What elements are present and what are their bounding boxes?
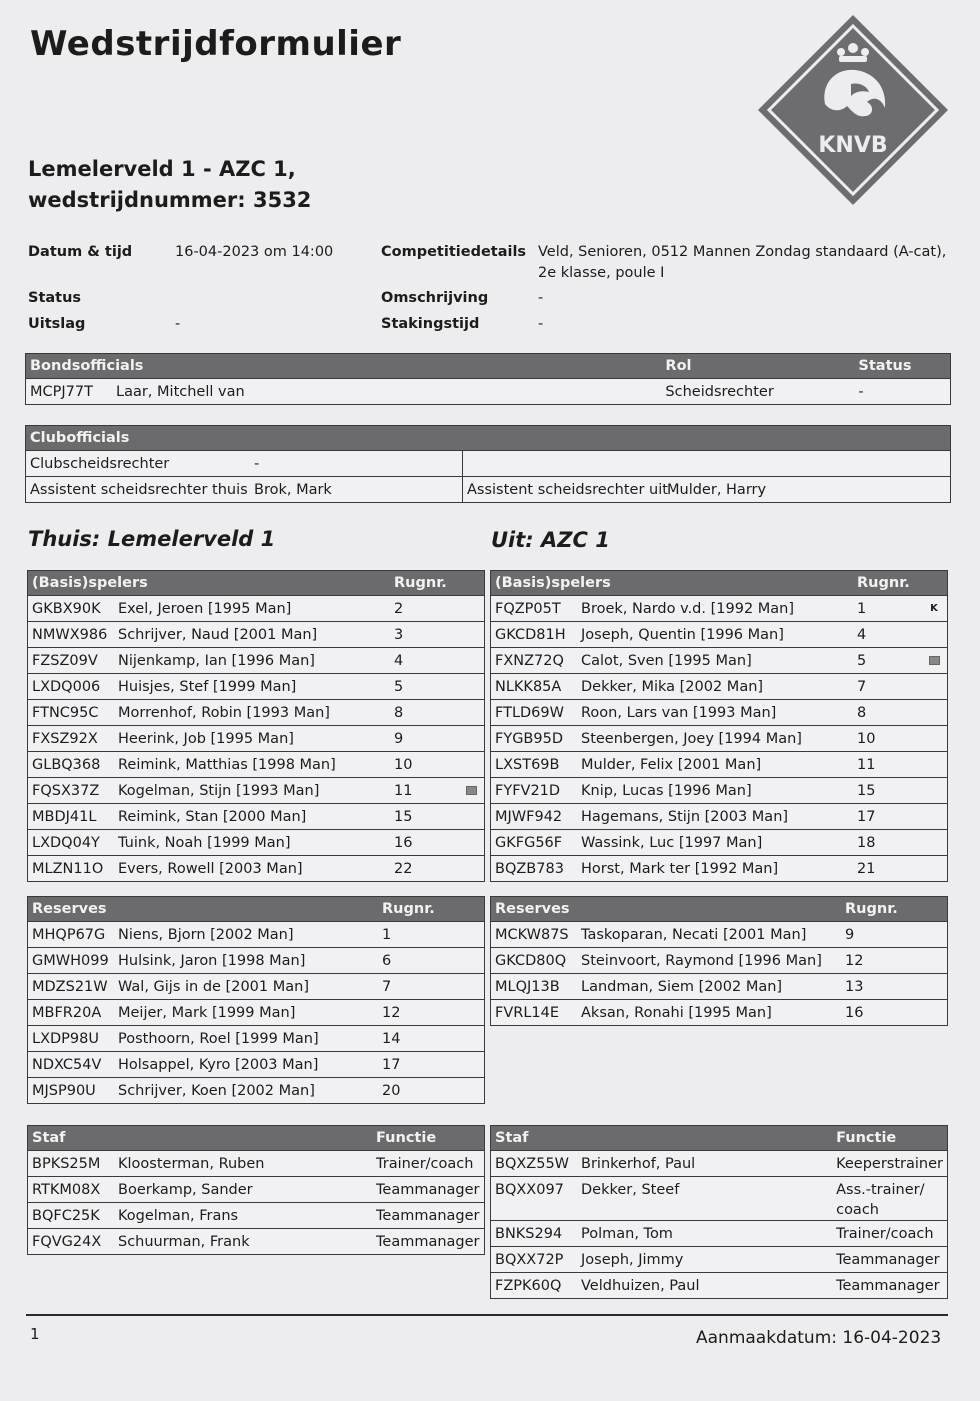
clubscheids-cell bbox=[26, 451, 463, 477]
player-number: 10 bbox=[853, 726, 921, 752]
player-code: FYFV21D bbox=[491, 778, 578, 804]
table-row bbox=[28, 596, 485, 622]
clubofficials-header: Clubofficials bbox=[26, 426, 951, 451]
table-row bbox=[28, 922, 485, 948]
mark-cell bbox=[921, 674, 948, 700]
table-row bbox=[491, 648, 948, 674]
player-number: 15 bbox=[853, 778, 921, 804]
staff-functie: Trainer/coach bbox=[372, 1151, 485, 1177]
official-code: MCPJ77T bbox=[26, 379, 113, 405]
table-row bbox=[28, 700, 485, 726]
away-staff-table bbox=[490, 1125, 948, 1299]
staff-name: Polman, Tom bbox=[577, 1221, 832, 1247]
player-number: 11 bbox=[390, 778, 458, 804]
empty-cell bbox=[463, 451, 951, 477]
match-line-1: Lemelerveld 1 - AZC 1, bbox=[28, 157, 296, 181]
captain-mark: K bbox=[921, 596, 948, 622]
mark-cell bbox=[458, 804, 485, 830]
ass-uit-value: Mulder, Harry bbox=[667, 481, 767, 498]
away-reserves-rug-header: Rugnr. bbox=[841, 897, 948, 922]
staff-name: Kloosterman, Ruben bbox=[114, 1151, 372, 1177]
card-icon-cell bbox=[458, 778, 485, 804]
home-staff-header: Staf bbox=[28, 1126, 373, 1151]
card-icon bbox=[929, 656, 940, 665]
mark-cell bbox=[921, 778, 948, 804]
home-reserves-header: Reserves bbox=[28, 897, 379, 922]
clubscheids-value: - bbox=[254, 455, 260, 472]
home-reserves-table bbox=[27, 896, 485, 1104]
player-name: Reimink, Stan [2000 Man] bbox=[114, 804, 390, 830]
reserve-code: MCKW87S bbox=[491, 922, 578, 948]
mark-cell bbox=[458, 856, 485, 882]
staff-functie: Teammanager bbox=[832, 1247, 947, 1273]
reserve-number: 6 bbox=[378, 948, 485, 974]
creation-date: Aanmaakdatum: 16-04-2023 bbox=[696, 1328, 942, 1348]
staff-functie: Teammanager bbox=[372, 1229, 485, 1255]
mark-cell bbox=[458, 596, 485, 622]
reserve-name: Aksan, Ronahi [1995 Man] bbox=[577, 1000, 841, 1026]
staff-code: BQFC25K bbox=[28, 1203, 115, 1229]
staff-code: BQXZ55W bbox=[491, 1151, 578, 1177]
player-number: 3 bbox=[390, 622, 458, 648]
ass-thuis-cell bbox=[26, 477, 463, 503]
player-name: Steenbergen, Joey [1994 Man] bbox=[577, 726, 853, 752]
staff-name: Schuurman, Frank bbox=[114, 1229, 372, 1255]
staking-label: Stakingstijd bbox=[381, 316, 480, 332]
reserve-number: 17 bbox=[378, 1052, 485, 1078]
reserve-name: Posthoorn, Roel [1999 Man] bbox=[114, 1026, 378, 1052]
player-name: Nijenkamp, Ian [1996 Man] bbox=[114, 648, 390, 674]
reserve-number: 14 bbox=[378, 1026, 485, 1052]
staff-code: BQXX72P bbox=[491, 1247, 578, 1273]
staff-functie: Teammanager bbox=[832, 1273, 947, 1299]
competitie-label: Competitiedetails bbox=[381, 244, 527, 260]
away-reserves-header: Reserves bbox=[491, 897, 842, 922]
reserve-code: FVRL14E bbox=[491, 1000, 578, 1026]
player-number: 2 bbox=[390, 596, 458, 622]
table-row bbox=[26, 477, 951, 503]
table-row bbox=[28, 778, 485, 804]
reserve-number: 9 bbox=[841, 922, 948, 948]
bondsofficials-header: Bondsofficials bbox=[26, 354, 662, 379]
table-row bbox=[28, 752, 485, 778]
table-row bbox=[491, 1273, 948, 1299]
table-row bbox=[28, 1078, 485, 1104]
staff-functie: Trainer/coach bbox=[832, 1221, 947, 1247]
table-row bbox=[26, 379, 951, 405]
player-code: GKFG56F bbox=[491, 830, 578, 856]
player-code: FQZP05T bbox=[491, 596, 578, 622]
player-name: Huisjes, Stef [1999 Man] bbox=[114, 674, 390, 700]
table-row bbox=[491, 830, 948, 856]
player-code: FYGB95D bbox=[491, 726, 578, 752]
card-icon-cell bbox=[921, 648, 948, 674]
player-number: 8 bbox=[853, 700, 921, 726]
player-number: 11 bbox=[853, 752, 921, 778]
staff-name: Boerkamp, Sander bbox=[114, 1177, 372, 1203]
reserve-code: MHQP67G bbox=[28, 922, 115, 948]
table-row bbox=[28, 856, 485, 882]
staff-code: BPKS25M bbox=[28, 1151, 115, 1177]
reserve-code: MBFR20A bbox=[28, 1000, 115, 1026]
staking-value: - bbox=[538, 316, 544, 332]
player-code: FXNZ72Q bbox=[491, 648, 578, 674]
reserve-code: MJSP90U bbox=[28, 1078, 115, 1104]
table-row bbox=[491, 922, 948, 948]
reserve-code: LXDP98U bbox=[28, 1026, 115, 1052]
reserve-code: GMWH099 bbox=[28, 948, 115, 974]
table-row bbox=[491, 948, 948, 974]
player-number: 10 bbox=[390, 752, 458, 778]
mark-cell bbox=[921, 726, 948, 752]
home-functie-header: Functie bbox=[372, 1126, 485, 1151]
mark-cell bbox=[921, 830, 948, 856]
table-row bbox=[26, 451, 951, 477]
table-row bbox=[28, 674, 485, 700]
table-row bbox=[28, 974, 485, 1000]
datum-value: 16-04-2023 om 14:00 bbox=[175, 244, 334, 260]
player-name: Calot, Sven [1995 Man] bbox=[577, 648, 853, 674]
reserve-number: 16 bbox=[841, 1000, 948, 1026]
player-name: Tuink, Noah [1999 Man] bbox=[114, 830, 390, 856]
datum-label: Datum & tijd bbox=[28, 244, 133, 260]
player-code: GKCD81H bbox=[491, 622, 578, 648]
player-code: MJWF942 bbox=[491, 804, 578, 830]
player-code: LXDQ006 bbox=[28, 674, 115, 700]
reserve-name: Landman, Siem [2002 Man] bbox=[577, 974, 841, 1000]
table-row bbox=[28, 1026, 485, 1052]
mark-cell bbox=[458, 674, 485, 700]
reserve-name: Meijer, Mark [1999 Man] bbox=[114, 1000, 378, 1026]
player-code: BQZB783 bbox=[491, 856, 578, 882]
reserve-code: MDZS21W bbox=[28, 974, 115, 1000]
player-code: LXST69B bbox=[491, 752, 578, 778]
player-code: LXDQ04Y bbox=[28, 830, 115, 856]
reserve-name: Hulsink, Jaron [1998 Man] bbox=[114, 948, 378, 974]
player-name: Mulder, Felix [2001 Man] bbox=[577, 752, 853, 778]
mark-cell bbox=[458, 726, 485, 752]
reserve-number: 12 bbox=[378, 1000, 485, 1026]
staff-code: FQVG24X bbox=[28, 1229, 115, 1255]
mark-cell bbox=[458, 700, 485, 726]
player-name: Wassink, Luc [1997 Man] bbox=[577, 830, 853, 856]
player-name: Joseph, Quentin [1996 Man] bbox=[577, 622, 853, 648]
reserve-code: MLQJ13B bbox=[491, 974, 578, 1000]
rol-header: Rol bbox=[661, 354, 854, 379]
staff-name: Brinkerhof, Paul bbox=[577, 1151, 832, 1177]
player-number: 7 bbox=[853, 674, 921, 700]
player-name: Knip, Lucas [1996 Man] bbox=[577, 778, 853, 804]
ass-uit-cell bbox=[463, 477, 951, 503]
home-players-table bbox=[27, 570, 485, 882]
player-number: 4 bbox=[390, 648, 458, 674]
table-row bbox=[491, 974, 948, 1000]
logo-text: KNVB bbox=[818, 133, 888, 158]
match-title bbox=[28, 154, 311, 216]
home-players-header: (Basis)spelers bbox=[28, 571, 391, 596]
table-row bbox=[491, 674, 948, 700]
reserve-number: 13 bbox=[841, 974, 948, 1000]
staff-code: FZPK60Q bbox=[491, 1273, 578, 1299]
player-number: 4 bbox=[853, 622, 921, 648]
player-number: 1 bbox=[853, 596, 921, 622]
page-title: Wedstrijdformulier bbox=[30, 24, 402, 64]
mark-cell bbox=[458, 830, 485, 856]
staff-functie: Ass.-trainer/ coach bbox=[832, 1177, 947, 1221]
reserve-number: 1 bbox=[378, 922, 485, 948]
status-label: Status bbox=[28, 290, 82, 306]
away-rug-header: Rugnr. bbox=[853, 571, 921, 596]
staff-functie: Teammanager bbox=[372, 1177, 485, 1203]
staff-functie: Keeperstrainer bbox=[832, 1151, 947, 1177]
away-mark-header bbox=[921, 571, 948, 596]
uitslag-label: Uitslag bbox=[28, 316, 86, 332]
table-row bbox=[28, 830, 485, 856]
player-code: FTLD69W bbox=[491, 700, 578, 726]
player-name: Dekker, Mika [2002 Man] bbox=[577, 674, 853, 700]
mark-cell bbox=[921, 622, 948, 648]
player-name: Hagemans, Stijn [2003 Man] bbox=[577, 804, 853, 830]
reserve-name: Steinvoort, Raymond [1996 Man] bbox=[577, 948, 841, 974]
table-row bbox=[491, 726, 948, 752]
clubscheids-label: Clubscheidsrechter bbox=[30, 455, 170, 472]
competitie-value-2: 2e klasse, poule I bbox=[538, 265, 665, 281]
player-number: 9 bbox=[390, 726, 458, 752]
table-row bbox=[28, 1151, 485, 1177]
table-row bbox=[491, 596, 948, 622]
player-code: GLBQ368 bbox=[28, 752, 115, 778]
reserve-code: GKCD80Q bbox=[491, 948, 578, 974]
player-number: 15 bbox=[390, 804, 458, 830]
home-mark-header bbox=[458, 571, 485, 596]
table-row bbox=[28, 1177, 485, 1203]
reserve-name: Niens, Bjorn [2002 Man] bbox=[114, 922, 378, 948]
player-code: FTNC95C bbox=[28, 700, 115, 726]
table-row bbox=[491, 1151, 948, 1177]
official-rol: Scheidsrechter bbox=[661, 379, 854, 405]
table-row bbox=[28, 648, 485, 674]
mark-cell bbox=[921, 700, 948, 726]
player-number: 5 bbox=[390, 674, 458, 700]
player-code: NLKK85A bbox=[491, 674, 578, 700]
reserve-number: 7 bbox=[378, 974, 485, 1000]
staff-code: RTKM08X bbox=[28, 1177, 115, 1203]
reserve-name: Schrijver, Koen [2002 Man] bbox=[114, 1078, 378, 1104]
mark-cell bbox=[458, 752, 485, 778]
away-players-header: (Basis)spelers bbox=[491, 571, 854, 596]
staff-code: BQXX097 bbox=[491, 1177, 578, 1221]
player-number: 8 bbox=[390, 700, 458, 726]
table-row bbox=[491, 1247, 948, 1273]
omschrijving-label: Omschrijving bbox=[381, 290, 489, 306]
table-row bbox=[28, 1052, 485, 1078]
ass-uit-label: Assistent scheidsrechter uit bbox=[467, 481, 668, 498]
table-row bbox=[491, 700, 948, 726]
knvb-logo bbox=[755, 12, 951, 208]
footer-divider bbox=[26, 1314, 948, 1316]
away-reserves-table bbox=[490, 896, 948, 1026]
official-name: Laar, Mitchell van bbox=[112, 379, 661, 405]
reserve-code: NDXC54V bbox=[28, 1052, 115, 1078]
mark-cell bbox=[921, 856, 948, 882]
player-name: Heerink, Job [1995 Man] bbox=[114, 726, 390, 752]
table-row bbox=[491, 856, 948, 882]
home-team-title: Thuis: Lemelerveld 1 bbox=[28, 527, 276, 551]
table-row bbox=[28, 726, 485, 752]
player-code: FQSX37Z bbox=[28, 778, 115, 804]
table-row bbox=[491, 752, 948, 778]
competitie-value-1: Veld, Senioren, 0512 Mannen Zondag standaard (A-cat), bbox=[538, 244, 947, 260]
reserve-name: Wal, Gijs in de [2001 Man] bbox=[114, 974, 378, 1000]
player-code: MLZN11O bbox=[28, 856, 115, 882]
card-icon bbox=[466, 786, 477, 795]
table-row bbox=[491, 1000, 948, 1026]
player-number: 18 bbox=[853, 830, 921, 856]
mark-cell bbox=[458, 622, 485, 648]
player-number: 22 bbox=[390, 856, 458, 882]
player-code: MBDJ41L bbox=[28, 804, 115, 830]
clubofficials-table bbox=[25, 425, 951, 503]
player-name: Kogelman, Stijn [1993 Man] bbox=[114, 778, 390, 804]
table-row bbox=[28, 804, 485, 830]
away-staff-header: Staf bbox=[491, 1126, 833, 1151]
uitslag-value: - bbox=[175, 316, 181, 332]
table-row bbox=[491, 1221, 948, 1247]
player-number: 17 bbox=[853, 804, 921, 830]
table-row bbox=[28, 1203, 485, 1229]
staff-name: Dekker, Steef bbox=[577, 1177, 832, 1221]
away-team-title: Uit: AZC 1 bbox=[491, 528, 610, 552]
player-code: FXSZ92X bbox=[28, 726, 115, 752]
mark-cell bbox=[458, 648, 485, 674]
table-row bbox=[28, 948, 485, 974]
player-number: 21 bbox=[853, 856, 921, 882]
player-name: Reimink, Matthias [1998 Man] bbox=[114, 752, 390, 778]
home-rug-header: Rugnr. bbox=[390, 571, 458, 596]
reserve-name: Taskoparan, Necati [2001 Man] bbox=[577, 922, 841, 948]
status-header: Status bbox=[854, 354, 950, 379]
table-row bbox=[491, 622, 948, 648]
away-players-table bbox=[490, 570, 948, 882]
reserve-number: 20 bbox=[378, 1078, 485, 1104]
player-name: Schrijver, Naud [2001 Man] bbox=[114, 622, 390, 648]
player-code: FZSZ09V bbox=[28, 648, 115, 674]
staff-code: BNKS294 bbox=[491, 1221, 578, 1247]
omschrijving-value: - bbox=[538, 290, 544, 306]
player-number: 16 bbox=[390, 830, 458, 856]
player-name: Exel, Jeroen [1995 Man] bbox=[114, 596, 390, 622]
bondsofficials-table bbox=[25, 353, 951, 405]
player-code: GKBX90K bbox=[28, 596, 115, 622]
player-name: Roon, Lars van [1993 Man] bbox=[577, 700, 853, 726]
ass-thuis-value: Brok, Mark bbox=[254, 481, 332, 498]
mark-cell bbox=[921, 752, 948, 778]
home-staff-table bbox=[27, 1125, 485, 1255]
reserve-number: 12 bbox=[841, 948, 948, 974]
table-row bbox=[491, 778, 948, 804]
staff-functie: Teammanager bbox=[372, 1203, 485, 1229]
table-row bbox=[28, 622, 485, 648]
player-code: NMWX986 bbox=[28, 622, 115, 648]
official-status: - bbox=[854, 379, 950, 405]
player-name: Broek, Nardo v.d. [1992 Man] bbox=[577, 596, 853, 622]
staff-name: Kogelman, Frans bbox=[114, 1203, 372, 1229]
player-number: 5 bbox=[853, 648, 921, 674]
page-number: 1 bbox=[30, 1325, 40, 1343]
table-row bbox=[491, 1177, 948, 1221]
reserve-name: Holsappel, Kyro [2003 Man] bbox=[114, 1052, 378, 1078]
table-row bbox=[28, 1000, 485, 1026]
player-name: Evers, Rowell [2003 Man] bbox=[114, 856, 390, 882]
staff-name: Joseph, Jimmy bbox=[577, 1247, 832, 1273]
match-line-2: wedstrijdnummer: 3532 bbox=[28, 188, 312, 212]
table-row bbox=[28, 1229, 485, 1255]
mark-cell bbox=[921, 804, 948, 830]
player-name: Horst, Mark ter [1992 Man] bbox=[577, 856, 853, 882]
away-functie-header: Functie bbox=[832, 1126, 947, 1151]
home-reserves-rug-header: Rugnr. bbox=[378, 897, 485, 922]
table-row bbox=[491, 804, 948, 830]
ass-thuis-label: Assistent scheidsrechter thuis bbox=[30, 481, 248, 498]
staff-name: Veldhuizen, Paul bbox=[577, 1273, 832, 1299]
player-name: Morrenhof, Robin [1993 Man] bbox=[114, 700, 390, 726]
